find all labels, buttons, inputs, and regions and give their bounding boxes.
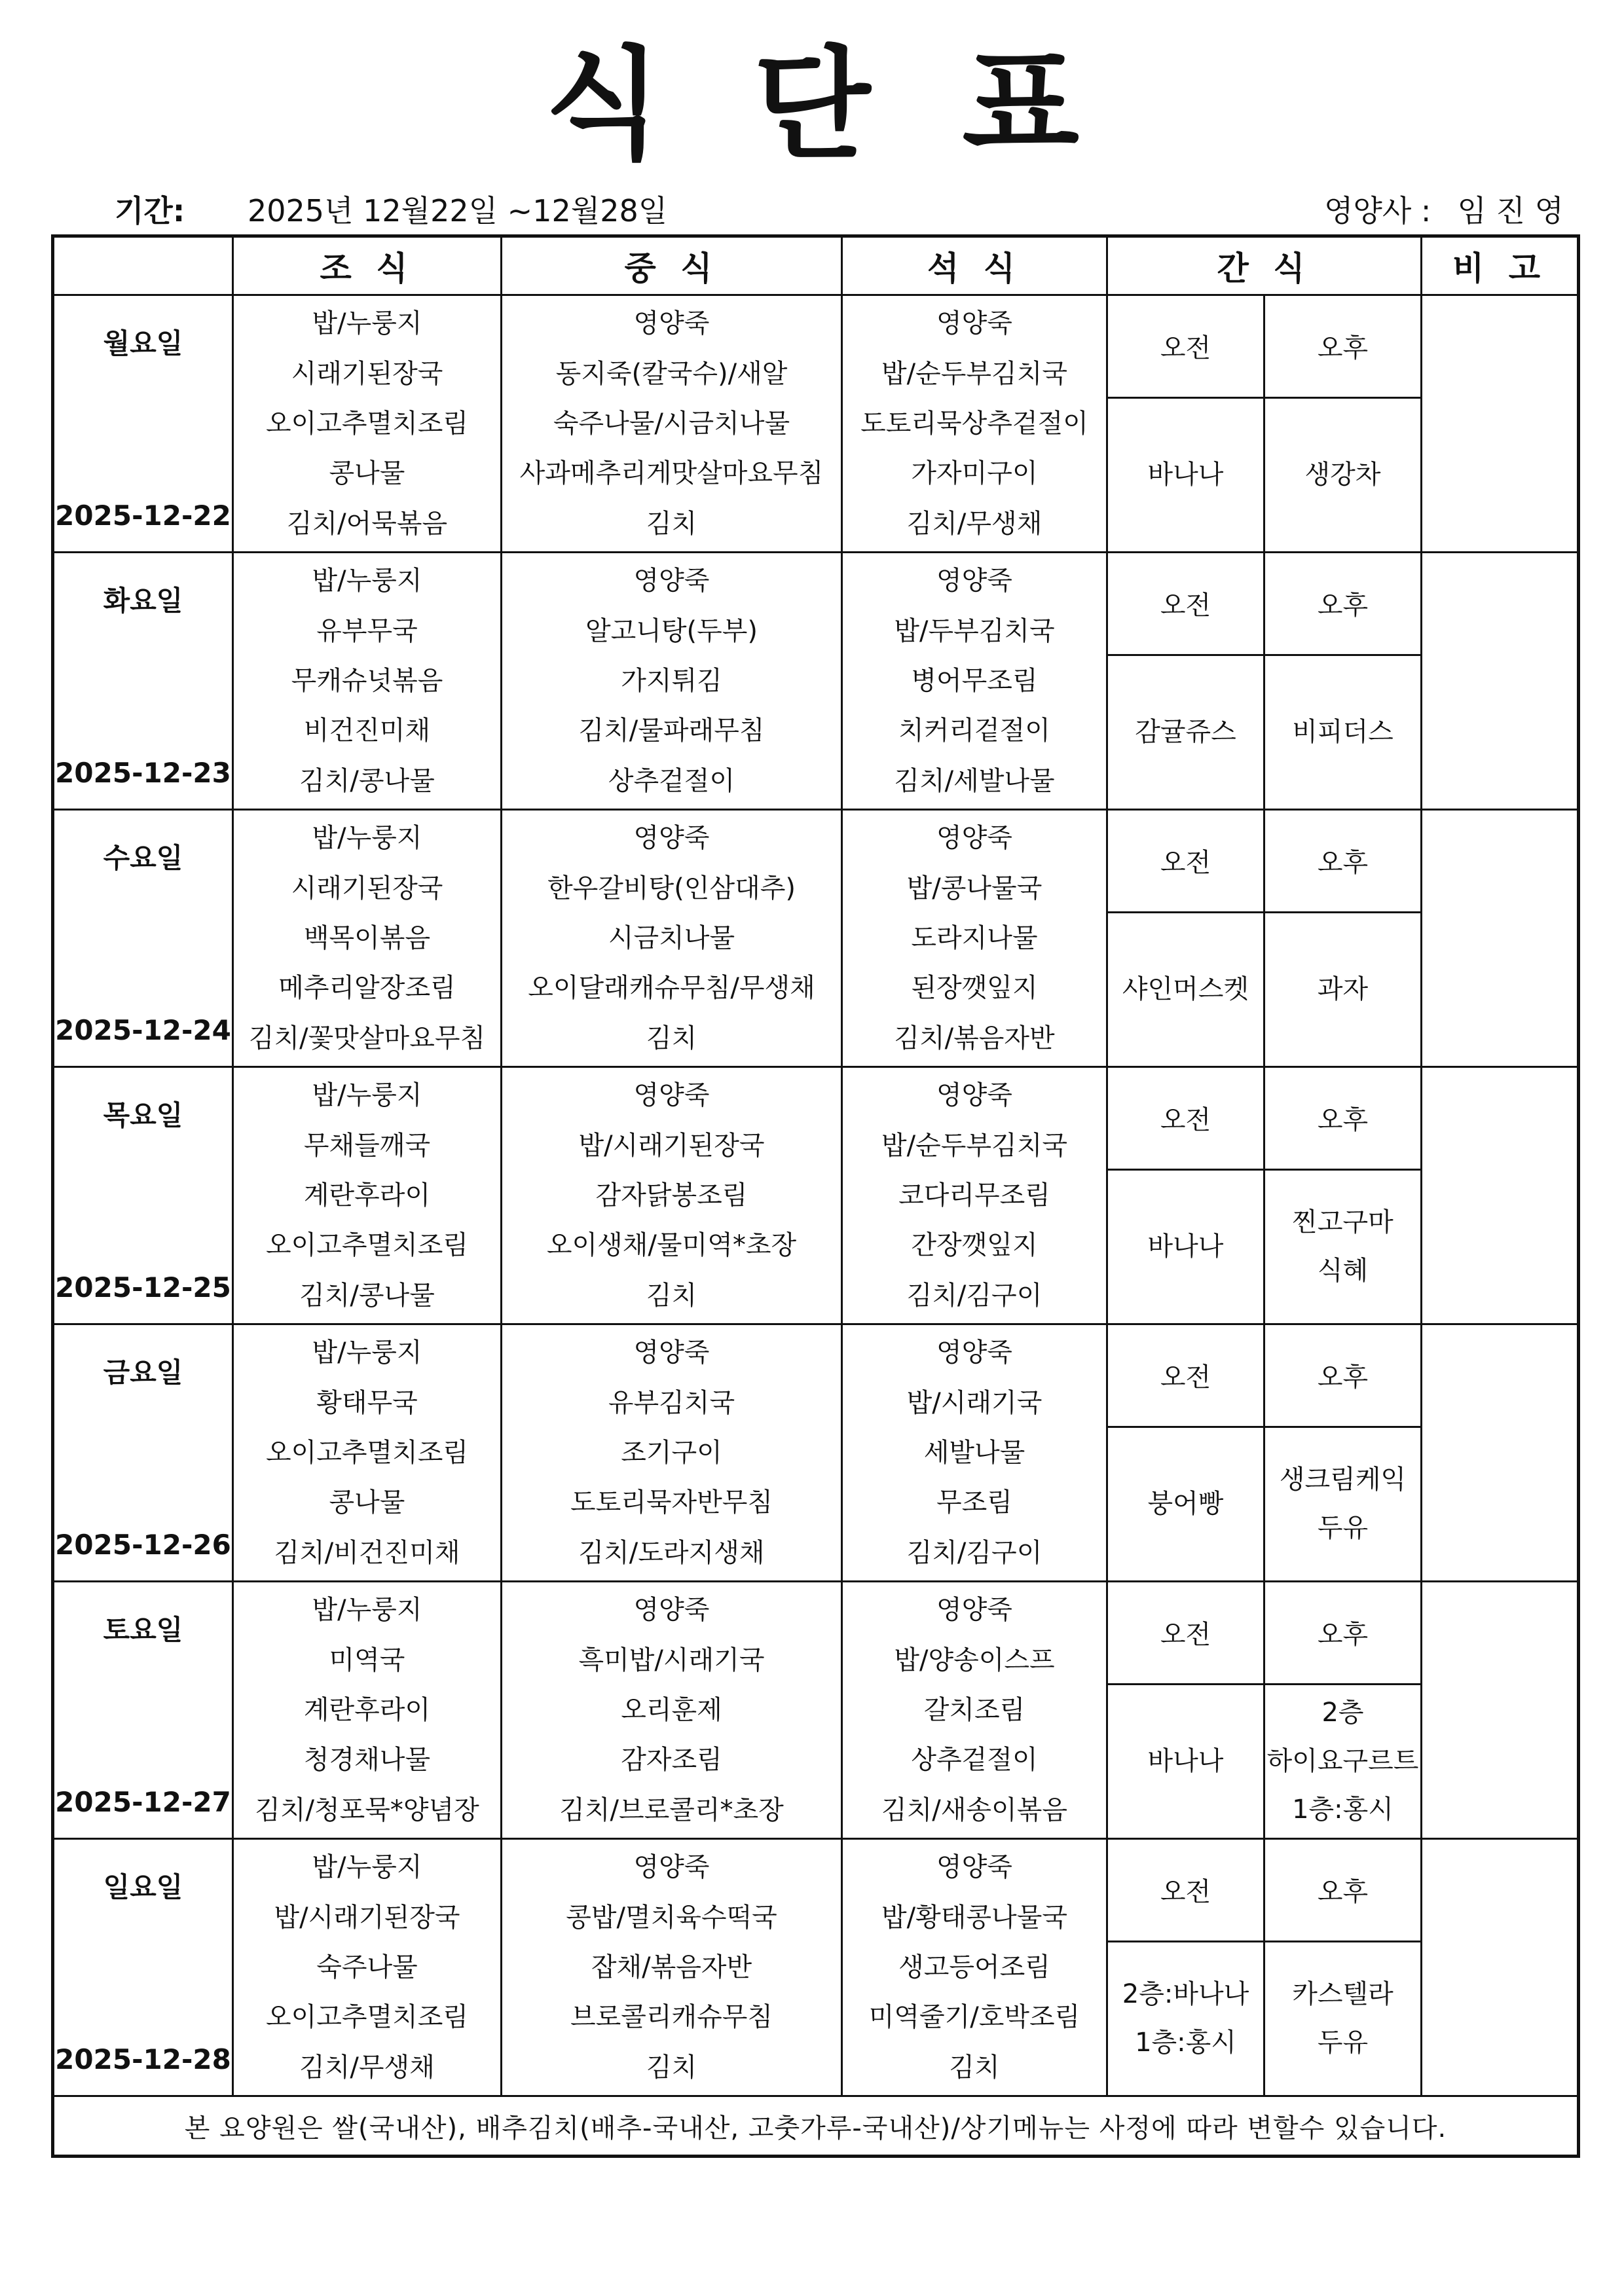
day-cell-content — [54, 1840, 232, 2095]
snack-pm-list — [1265, 1970, 1420, 2067]
menu-item: 밥/누룽지 — [312, 566, 422, 596]
menu-item: 밥/황태콩나물국 — [881, 1902, 1067, 1933]
menu-item: 김치/김구이 — [906, 1280, 1043, 1311]
header-dinner: 석 식 — [842, 236, 1107, 295]
menu-item: 김치/김구이 — [906, 1537, 1043, 1568]
snack-pm-cell — [1264, 1941, 1422, 2096]
snack-am-cell — [1107, 397, 1264, 552]
breakfast-list — [234, 811, 500, 1066]
snack-pm-cell — [1264, 912, 1422, 1066]
menu-item: 김치/콩나물 — [299, 765, 435, 796]
breakfast-cell — [233, 295, 502, 553]
day-cell-content — [54, 811, 232, 1066]
dinner-list — [843, 296, 1106, 551]
lunch-list — [502, 1068, 841, 1323]
note-cell — [1422, 1839, 1579, 2096]
breakfast-list — [234, 1582, 500, 1838]
weekday-label: 화요일 — [103, 585, 183, 617]
day-row — [53, 1839, 1579, 1942]
snack-pm-cell — [1264, 397, 1422, 552]
snack-am-cell — [1107, 1169, 1264, 1324]
menu-item: 치커리겉절이 — [898, 716, 1050, 746]
menu-item: 김치/브로콜리*초장 — [559, 1795, 784, 1825]
menu-item: 밥/두부김치국 — [894, 615, 1055, 646]
snack-am-list — [1108, 708, 1263, 756]
snack-am-list — [1108, 1222, 1263, 1271]
menu-item: 시금치나물 — [608, 922, 735, 953]
dinner-cell — [842, 1582, 1107, 1839]
menu-item: 백목이볶음 — [303, 922, 431, 953]
dinner-cell — [842, 295, 1107, 553]
menu-item: 영양죽 — [936, 308, 1012, 339]
lunch-cell — [502, 295, 842, 553]
snack-item: 두유 — [1317, 1513, 1369, 1544]
page-title — [0, 34, 1624, 175]
menu-item: 브로콜리캐슈무침 — [570, 2002, 773, 2033]
dinner-cell — [842, 1839, 1107, 2096]
menu-item: 김치/꽃맛살마요무침 — [248, 1023, 486, 1053]
period-value: 2025년 12월22일 ~12월28일 — [248, 193, 668, 228]
dinner-cell — [842, 1067, 1107, 1324]
breakfast-cell — [233, 1582, 502, 1839]
menu-item: 김치/콩나물 — [299, 1280, 435, 1311]
date-label: 2025-12-22 — [55, 500, 231, 532]
menu-item: 밥/시래기된장국 — [274, 1902, 460, 1933]
menu-item: 김치/세발나물 — [894, 765, 1055, 796]
menu-item: 숙주나물/시금치나물 — [553, 408, 790, 439]
footer-row — [53, 2096, 1579, 2157]
day-cell — [53, 1324, 233, 1582]
menu-item: 김치 — [646, 2052, 697, 2083]
snack-pm-list — [1265, 1688, 1420, 1834]
breakfast-cell — [233, 1839, 502, 2096]
snack-pm-list — [1265, 708, 1420, 756]
menu-item: 상추겉절이 — [911, 1745, 1038, 1776]
menu-item: 김치 — [646, 1023, 697, 1053]
day-cell-content — [54, 1068, 232, 1323]
menu-item: 조기구이 — [621, 1437, 722, 1468]
snack-am-list — [1108, 1737, 1263, 1785]
snack-am-label: 오전 — [1107, 810, 1264, 913]
dinner-list — [843, 1325, 1106, 1580]
day-row — [53, 553, 1579, 655]
date-label: 2025-12-27 — [55, 1786, 231, 1818]
note-cell — [1422, 1582, 1579, 1839]
menu-item: 콩나물 — [329, 458, 405, 489]
menu-item: 오이고추멸치조림 — [265, 408, 469, 439]
menu-item: 영양죽 — [936, 1852, 1012, 1883]
snack-am-list — [1108, 1970, 1263, 2067]
breakfast-list — [234, 296, 500, 551]
menu-item: 잡채/볶음자반 — [591, 1952, 752, 1982]
day-cell — [53, 295, 233, 553]
menu-item: 계란후라이 — [303, 1180, 431, 1211]
lunch-list — [502, 553, 841, 809]
lunch-cell — [502, 1067, 842, 1324]
snack-item: 카스텔라 — [1292, 1979, 1393, 2010]
snack-item: 바나나 — [1147, 460, 1224, 490]
lunch-list — [502, 1840, 841, 2095]
day-row — [53, 810, 1579, 913]
snack-item: 바나나 — [1147, 1231, 1224, 1262]
date-label: 2025-12-25 — [55, 1271, 231, 1303]
dinner-cell — [842, 1324, 1107, 1582]
menu-item: 시래기된장국 — [291, 358, 443, 389]
menu-item: 감자닭봉조림 — [595, 1180, 748, 1211]
menu-item: 영양죽 — [633, 1080, 710, 1111]
menu-item: 영양죽 — [936, 1595, 1012, 1626]
header-snack: 간 식 — [1107, 236, 1422, 295]
snack-am-label: 오전 — [1107, 1839, 1264, 1942]
menu-item: 무채들깨국 — [303, 1130, 431, 1161]
snack-item: 과자 — [1317, 974, 1369, 1005]
menu-item: 영양죽 — [633, 566, 710, 596]
menu-item: 황태무국 — [316, 1387, 418, 1418]
menu-item: 밥/누룽지 — [312, 1080, 422, 1111]
lunch-cell — [502, 1839, 842, 2096]
day-row — [53, 1067, 1579, 1170]
menu-item: 김치 — [646, 1280, 697, 1311]
menu-item: 오이생채/물미역*초장 — [546, 1230, 797, 1261]
lunch-list — [502, 296, 841, 551]
snack-item: 2층:바나나 — [1122, 1979, 1249, 2010]
menu-item: 메추리알장조림 — [278, 973, 456, 1004]
snack-pm-list — [1265, 965, 1420, 1013]
menu-item: 콩밥/멸치육수떡국 — [566, 1902, 777, 1933]
menu-item: 밥/누룽지 — [312, 823, 422, 854]
snack-pm-label: 오후 — [1264, 1839, 1422, 1942]
breakfast-cell — [233, 553, 502, 810]
period-label: 기간: — [115, 193, 185, 228]
menu-item: 사과메추리게맛살마요무침 — [519, 458, 824, 489]
menu-item: 김치 — [646, 508, 697, 539]
menu-item: 김치/볶음자반 — [894, 1023, 1055, 1053]
snack-item: 1층:홍시 — [1135, 2028, 1236, 2058]
snack-item: 찐고구마 — [1292, 1207, 1393, 1238]
dietitian-label: 영양사 : — [1324, 193, 1431, 228]
menu-item: 한우갈비탕(인삼대추) — [547, 873, 796, 903]
title-char: 표 — [962, 34, 1080, 175]
snack-am-label: 오전 — [1107, 295, 1264, 398]
menu-item: 밥/순두부김치국 — [881, 358, 1067, 389]
lunch-cell — [502, 553, 842, 810]
menu-item: 밥/시래기된장국 — [578, 1130, 765, 1161]
date-label: 2025-12-28 — [55, 2043, 231, 2075]
menu-item: 오이달래캐슈무침/무생채 — [528, 973, 815, 1004]
date-label: 2025-12-26 — [55, 1529, 231, 1561]
weekday-label: 토요일 — [103, 1614, 183, 1646]
dinner-list — [843, 811, 1106, 1066]
day-cell — [53, 1839, 233, 2096]
snack-pm-list — [1265, 450, 1420, 499]
note-cell — [1422, 295, 1579, 553]
day-cell-content — [54, 1325, 232, 1580]
menu-item: 가지튀김 — [621, 665, 722, 696]
snack-am-label: 오전 — [1107, 1067, 1264, 1170]
snack-am-cell — [1107, 1941, 1264, 2096]
snack-item: 바나나 — [1147, 1746, 1224, 1777]
snack-item: 하이요구르트 — [1266, 1746, 1419, 1777]
header-row — [53, 236, 1579, 295]
snack-am-cell — [1107, 1427, 1264, 1581]
dietitian — [1324, 191, 1564, 230]
menu-item: 김치/무생채 — [906, 508, 1043, 539]
day-cell — [53, 553, 233, 810]
menu-item: 밥/누룽지 — [312, 1338, 422, 1368]
lunch-list — [502, 1325, 841, 1580]
menu-item: 김치/청포묵*양념장 — [255, 1795, 479, 1825]
menu-item: 밥/누룽지 — [312, 308, 422, 339]
menu-item: 밥/순두부김치국 — [881, 1130, 1067, 1161]
header-day — [53, 236, 233, 295]
header-note: 비 고 — [1422, 236, 1579, 295]
dinner-list — [843, 1840, 1106, 2095]
menu-item: 밥/콩나물국 — [906, 873, 1043, 903]
dinner-list — [843, 1582, 1106, 1838]
breakfast-list — [234, 1068, 500, 1323]
header-lunch: 중 식 — [502, 236, 842, 295]
breakfast-list — [234, 1325, 500, 1580]
menu-item: 영양죽 — [633, 1852, 710, 1883]
weekday-label: 수요일 — [103, 842, 183, 874]
menu-item: 밥/누룽지 — [312, 1852, 422, 1883]
menu-item: 오리훈제 — [621, 1694, 722, 1725]
snack-am-list — [1108, 1480, 1263, 1528]
menu-item: 도토리묵자반무침 — [570, 1487, 773, 1518]
date-label: 2025-12-24 — [55, 1014, 231, 1046]
snack-pm-cell — [1264, 655, 1422, 809]
lunch-cell — [502, 1324, 842, 1582]
snack-pm-cell — [1264, 1684, 1422, 1838]
menu-item: 무조림 — [936, 1487, 1012, 1518]
breakfast-list — [234, 1840, 500, 2095]
menu-item: 밥/시래기국 — [906, 1387, 1043, 1418]
weekday-label: 일요일 — [103, 1871, 183, 1903]
menu-item: 알고니탕(두부) — [585, 615, 758, 646]
snack-pm-list — [1265, 1455, 1420, 1552]
snack-am-cell — [1107, 655, 1264, 809]
snack-pm-cell — [1264, 1169, 1422, 1324]
title-char: 식 — [544, 34, 662, 175]
menu-item: 도라지나물 — [911, 922, 1038, 953]
dinner-cell — [842, 553, 1107, 810]
snack-am-label: 오전 — [1107, 553, 1264, 655]
menu-item: 김치/도라지생채 — [578, 1537, 765, 1568]
menu-item: 오이고추멸치조림 — [265, 2002, 469, 2033]
snack-am-list — [1108, 965, 1263, 1013]
lunch-cell — [502, 1582, 842, 1839]
menu-item: 세발나물 — [923, 1437, 1025, 1468]
menu-item: 도토리묵상추겉절이 — [860, 408, 1088, 439]
menu-item: 상추겉절이 — [608, 765, 735, 796]
snack-pm-label: 오후 — [1264, 553, 1422, 655]
menu-item: 김치/비건진미채 — [274, 1537, 460, 1568]
snack-am-list — [1108, 450, 1263, 499]
note-cell — [1422, 553, 1579, 810]
menu-item: 오이고추멸치조림 — [265, 1437, 469, 1468]
menu-item: 김치/새송이볶음 — [881, 1795, 1067, 1825]
menu-item: 갈치조림 — [923, 1694, 1025, 1725]
menu-item: 계란후라이 — [303, 1694, 431, 1725]
menu-item: 밥/누룽지 — [312, 1595, 422, 1626]
menu-item: 된장깻잎지 — [911, 973, 1038, 1004]
menu-item: 영양죽 — [936, 1338, 1012, 1368]
menu-item: 김치 — [949, 2052, 1000, 2083]
lunch-list — [502, 811, 841, 1066]
day-row — [53, 1582, 1579, 1685]
menu-item: 미역국 — [329, 1645, 405, 1675]
menu-item: 숙주나물 — [316, 1952, 418, 1982]
menu-body — [53, 295, 1579, 2096]
menu-item: 병어무조림 — [911, 665, 1038, 696]
weekday-label: 월요일 — [103, 327, 183, 359]
menu-item: 김치/어묵볶음 — [286, 508, 448, 539]
menu-item: 콩나물 — [329, 1487, 405, 1518]
footer-note: 본 요양원은 쌀(국내산), 배추김치(배추-국내산, 고춧가루-국내산)/상기메뉴는 사정에 따라 변할수 있습니다. — [53, 2096, 1579, 2157]
weekday-label: 목요일 — [103, 1099, 183, 1131]
snack-pm-label: 오후 — [1264, 1324, 1422, 1427]
menu-item: 영양죽 — [633, 1338, 710, 1368]
snack-pm-list — [1265, 1198, 1420, 1295]
snack-pm-label: 오후 — [1264, 1582, 1422, 1685]
snack-item: 붕어빵 — [1147, 1489, 1224, 1520]
day-cell-content — [54, 296, 232, 551]
menu-item: 코다리무조림 — [898, 1180, 1050, 1211]
snack-am-label: 오전 — [1107, 1324, 1264, 1427]
menu-table-wrapper — [51, 234, 1577, 2158]
menu-item: 가자미구이 — [911, 458, 1038, 489]
snack-am-cell — [1107, 912, 1264, 1066]
menu-item: 김치/무생채 — [299, 2052, 435, 2083]
dinner-cell — [842, 810, 1107, 1067]
menu-item: 영양죽 — [633, 1595, 710, 1626]
snack-pm-label: 오후 — [1264, 295, 1422, 398]
menu-item: 영양죽 — [633, 308, 710, 339]
note-cell — [1422, 1067, 1579, 1324]
menu-item: 영양죽 — [936, 1080, 1012, 1111]
day-cell — [53, 810, 233, 1067]
day-cell — [53, 1582, 233, 1839]
dietitian-name: 임 진 영 — [1457, 193, 1564, 228]
snack-pm-cell — [1264, 1427, 1422, 1581]
snack-item: 2층 — [1321, 1698, 1364, 1728]
menu-item: 무캐슈넛볶음 — [291, 665, 443, 696]
snack-item: 두유 — [1317, 2028, 1369, 2058]
menu-table — [51, 234, 1580, 2158]
day-cell — [53, 1067, 233, 1324]
menu-item: 유부무국 — [316, 615, 418, 646]
breakfast-cell — [233, 1324, 502, 1582]
menu-item: 오이고추멸치조림 — [265, 1230, 469, 1261]
breakfast-cell — [233, 1067, 502, 1324]
dinner-list — [843, 1068, 1106, 1323]
snack-am-cell — [1107, 1684, 1264, 1838]
day-cell-content — [54, 1582, 232, 1838]
menu-item: 김치/물파래무침 — [578, 716, 765, 746]
title-char: 단 — [753, 34, 871, 175]
menu-item: 동지죽(칼국수)/새알 — [555, 358, 788, 389]
menu-item: 감자조림 — [621, 1745, 722, 1776]
snack-item: 1층:홍시 — [1292, 1795, 1393, 1825]
menu-item: 생고등어조림 — [898, 1952, 1050, 1982]
menu-item: 영양죽 — [633, 823, 710, 854]
menu-item: 간장깻잎지 — [911, 1230, 1038, 1261]
menu-item: 영양죽 — [936, 823, 1012, 854]
menu-item: 흑미밥/시래기국 — [578, 1645, 765, 1675]
breakfast-cell — [233, 810, 502, 1067]
snack-item: 비피더스 — [1292, 717, 1393, 748]
menu-item: 영양죽 — [936, 566, 1012, 596]
menu-item: 시래기된장국 — [291, 873, 443, 903]
breakfast-list — [234, 553, 500, 809]
snack-item: 식혜 — [1317, 1256, 1369, 1286]
menu-item: 비건진미채 — [303, 716, 431, 746]
lunch-list — [502, 1582, 841, 1838]
snack-pm-label: 오후 — [1264, 1067, 1422, 1170]
date-label: 2025-12-23 — [55, 757, 231, 789]
snack-item: 감귤쥬스 — [1135, 717, 1236, 748]
note-cell — [1422, 1324, 1579, 1582]
header-breakfast: 조 식 — [233, 236, 502, 295]
snack-item: 생크림케익 — [1279, 1465, 1407, 1495]
menu-item: 밥/양송이스프 — [894, 1645, 1055, 1675]
day-cell-content — [54, 553, 232, 809]
menu-item: 유부김치국 — [608, 1387, 735, 1418]
menu-item: 미역줄기/호박조림 — [868, 2002, 1080, 2033]
snack-item: 생강차 — [1304, 460, 1381, 490]
weekday-label: 금요일 — [103, 1357, 183, 1389]
snack-am-label: 오전 — [1107, 1582, 1264, 1685]
day-row — [53, 295, 1579, 398]
note-cell — [1422, 810, 1579, 1067]
day-row — [53, 1324, 1579, 1427]
lunch-cell — [502, 810, 842, 1067]
menu-item: 청경채나물 — [303, 1745, 431, 1776]
snack-item: 샤인머스켓 — [1122, 974, 1249, 1005]
snack-pm-label: 오후 — [1264, 810, 1422, 913]
dinner-list — [843, 553, 1106, 809]
